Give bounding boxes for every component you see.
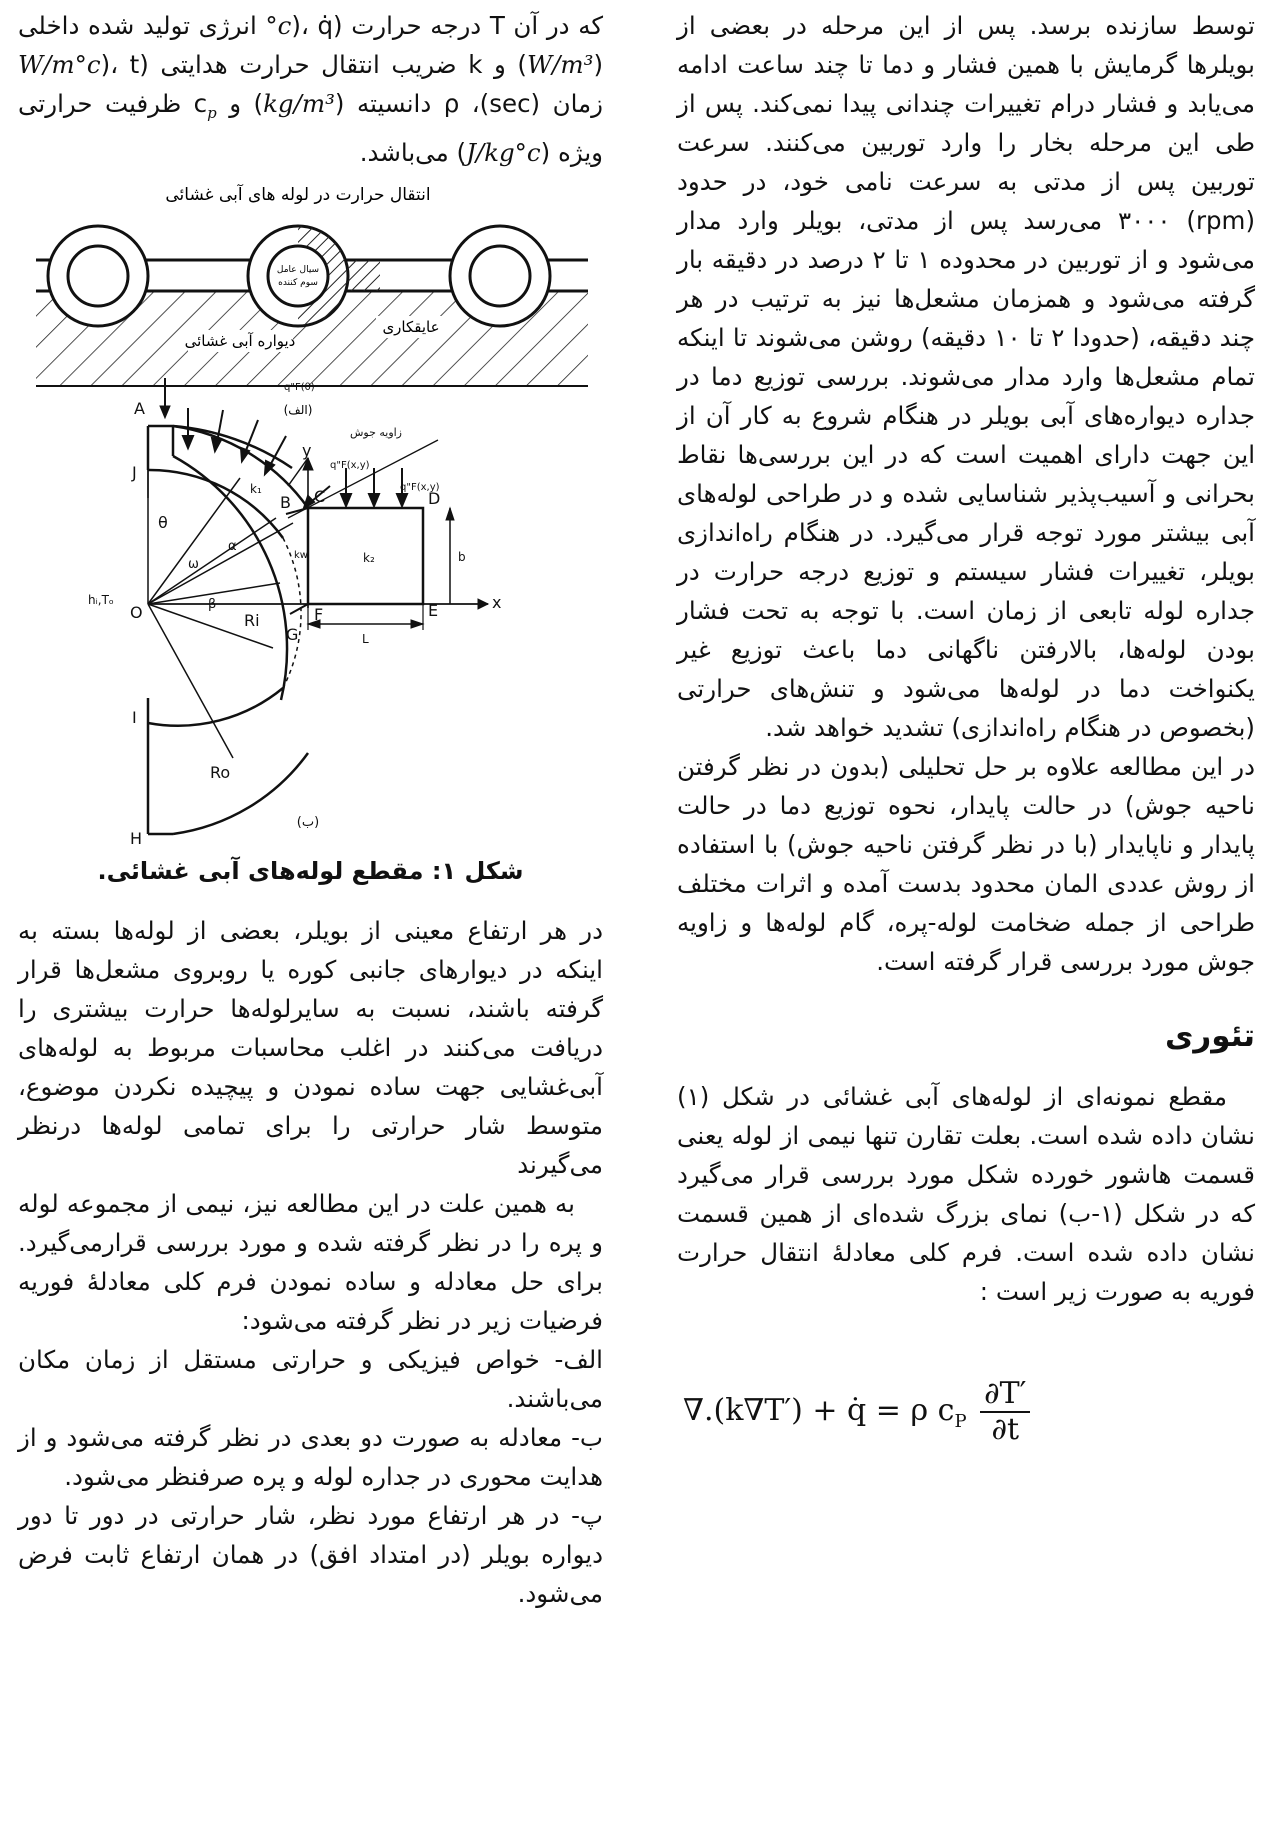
- membrane-tube-diagram: [18, 178, 603, 846]
- weld-angle-label: زاویه جوش: [349, 425, 402, 439]
- insulation-label: عایقکاری: [382, 317, 440, 336]
- flux-xy-label-1: q"F(x,y): [330, 459, 370, 471]
- unit: kg/m³: [263, 89, 335, 118]
- assumption-b: ب- معادله به صورت دو بعدی در نظر گرفته می‌شود و از هدایت محوری در جداره لوله و پره صرفنظر می‌شود.: [18, 1422, 603, 1491]
- text-run: که در آن T درجه حرارت (: [333, 11, 603, 40]
- label-k2: k₂: [363, 550, 375, 565]
- paragraph: مقطع نمونه‌ای از لوله‌های آبی غشائی در شکل (۱) نشان داده شده است. بعلت تقارن تنها نیمی از لوله یعنی قسمت هاشور خورده شکل مورد بررسی قرار می‌گیرد که در شکل (۱-ب) نمای بزرگ شده‌ای از همین قسمت نشان داده شده است. فرم کلی معادلهٔ انتقال حرارت فوریه به صورت زیر است :: [677, 1082, 1255, 1306]
- label-B: B: [280, 492, 291, 512]
- fluid-label-2: سوم کننده: [278, 277, 318, 288]
- symbol-definitions: [18, 6, 603, 172]
- fourier-equation: [677, 1377, 1255, 1447]
- tube-left: [48, 226, 148, 326]
- label-O: O: [130, 602, 143, 622]
- equation-fraction: [980, 1377, 1030, 1447]
- label-A: A: [134, 398, 145, 418]
- section-heading: تئوری: [1165, 1018, 1255, 1054]
- figure-a-label: (الف): [283, 402, 313, 417]
- paragraph: توسط سازنده برسد. پس از این مرحله در بعضی از بویلرها گرمایش با همین فشار و دما تا چند ساعت ادامه می‌یابد و فشار درام تغییرات چندانی پیدا نمی‌کند. پس از طی این مرحله بخار را وارد توربین می‌کنند. سرعت توربین پس از مدتی به سرعت نامی خود، در حدود (rpm) ۳۰۰۰ می‌رسد پس از مدتی، بویلر وارد مدار می‌شود و از توربین در محدوده ۱ تا ۲ درصد در دقیقه بار گرفته می‌شود و همزمان مشعل‌ها نیز به ترتیب در هر چند دقیقه، (حدودا ۲ تا ۱۰ دقیقه) روشن می‌شوند تا اینکه تمام مشعل‌ها وارد مدار می‌شوند. بررسی توزیع دما در جداره دیواره‌های آبی بویلر در هنگام شروع به کار آن از این جهت دارای اهمیت است که در این بررسی‌ها نقاط بحرانی و آسیب‌پذیر شناسایی شده و در طراحی لوله‌های آبی بیشتر مورد توجه قرار می‌گیرد. در هنگام راه‌اندازی بویلر، تغییرات فشار سیستم و توزیع درجه حرارت در جداره لوله تابعی از زمان است. با توجه به تحت فشار بودن لوله‌ها، بالارفتن ناگهانی دما باعث توزیع غیر یکنواخت دما در لوله‌ها می‌شود و تنش‌های حرارتی (بخصوص در هنگام راه‌اندازی) تشدید خواهد شد.: [677, 11, 1256, 742]
- label-x: x: [492, 592, 502, 612]
- label-F: F: [314, 604, 324, 624]
- text-run: )، t زمان (sec)، ρ دانسیته (: [100, 50, 603, 118]
- label-omega: ω: [188, 556, 199, 572]
- figure-a-title: انتقال حرارت در لوله های آبی غشائی: [165, 184, 431, 205]
- label-I: I: [132, 707, 137, 727]
- unit: J/kg°c: [466, 137, 541, 167]
- text-run: ) می‌باشد.: [359, 137, 467, 167]
- equation-numerator: ∂T′: [980, 1377, 1030, 1413]
- subscript: p: [207, 103, 217, 122]
- label-E: E: [428, 600, 439, 620]
- unit: W/m°c: [18, 50, 101, 79]
- figure-1: [18, 178, 603, 846]
- figure-b-label: (ب): [296, 814, 320, 830]
- paragraph: در هر ارتفاع معینی از بویلر، بعضی از لوله‌ها بسته به اینکه در دیوارهای جانبی کوره یا روبروی مشعل‌ها قرار گرفته باشند، نسبت به سایرلوله‌ها حرارت بیشتری را دریافت می‌کنند در اغلب محاسبات مربوط به لوله‌های آبی‌غشایی جهت ساده نمودن و پیچیده نکردن موضوع، متوسط شار حرارتی را برای تمامی لوله‌ها درنظر می‌گیرند: [18, 915, 603, 1179]
- unit: °c: [265, 11, 292, 40]
- equation-lhs: ∇.(k∇T′) + q̇ = ρ c: [683, 1393, 955, 1428]
- label-Ro: Ro: [210, 762, 231, 782]
- label-J: J: [132, 462, 137, 482]
- flux-xy-label-2: q"F(x,y): [400, 481, 440, 493]
- label-hT: hᵢ,Tₒ: [88, 592, 114, 607]
- label-theta: θ: [158, 512, 168, 532]
- outer-arc: [173, 426, 292, 468]
- assumption-c: پ- در هر ارتفاع مورد نظر، شار حرارتی در دور تا دور دیواره بویلر (در امتداد افق) در همان ارتفاع ثابت فرض می‌شود.: [18, 1500, 603, 1608]
- flux-theta-label: q"F(θ): [284, 381, 315, 393]
- label-kw: kw: [294, 549, 308, 561]
- tube-right: [450, 226, 550, 326]
- figure-caption: شکل ۱: مقطع لوله‌های آبی غشائی.: [97, 856, 524, 885]
- unit: W/m³: [526, 50, 594, 79]
- wall-label: دیواره آبی غشائی: [184, 331, 296, 350]
- text-run: ظرفیت حرارتی ویژه (: [18, 89, 603, 167]
- paragraph: در این مطالعه علاوه بر حل تحلیلی (بدون در نظر گرفتن ناحیه جوش) در حالت پایدار، نحوه توزیع دما در حالت پایدار و ناپایدار (با در نظر گرفتن ناحیه جوش) با استفاده از روش عددی المان محدود بدست آمده و اثرات مختلف طراحی از جمله ضخامت لوله-پره، گام لوله‌ها و زاویه جوش مورد بررسی قرار گرفته است.: [677, 752, 1255, 976]
- text-run: ) و c: [193, 89, 264, 118]
- label-alpha: α: [228, 538, 237, 554]
- label-b: b: [458, 549, 466, 564]
- right-column: [677, 6, 1255, 1447]
- equation-denominator: ∂t: [991, 1412, 1020, 1447]
- paragraph: به همین علت در این مطالعه نیز، نیمی از مجموعه لوله و پره را در نظر گرفته شده و مورد بررسی قرارمی‌گیرد. برای حل معادله و ساده نمودن فرم کلی معادلهٔ فوریه فرضیات زیر در نظر گرفته می‌شود:: [18, 1188, 603, 1335]
- label-k1: k₁: [250, 481, 262, 496]
- assumption-a: الف- خواص فیزیکی و حرارتی مستقل از زمان مکان می‌باشند.: [18, 1344, 603, 1413]
- fluid-label: سیال عامل: [276, 264, 320, 275]
- label-Ri: Ri: [244, 610, 260, 630]
- label-L: L: [362, 631, 369, 646]
- label-beta: β: [208, 596, 217, 612]
- text-run: ) و k ضریب انتقال حرارت هدایتی (: [139, 50, 527, 79]
- text-run: )، q̇ انرژی تولید شده داخلی (: [18, 11, 603, 79]
- label-G: G: [286, 624, 299, 644]
- label-C: C: [314, 486, 326, 506]
- label-y: y: [302, 440, 312, 460]
- left-column: [18, 6, 603, 1613]
- equation-subscript: P: [954, 1411, 967, 1432]
- label-D: D: [428, 488, 441, 508]
- label-H: H: [130, 828, 143, 846]
